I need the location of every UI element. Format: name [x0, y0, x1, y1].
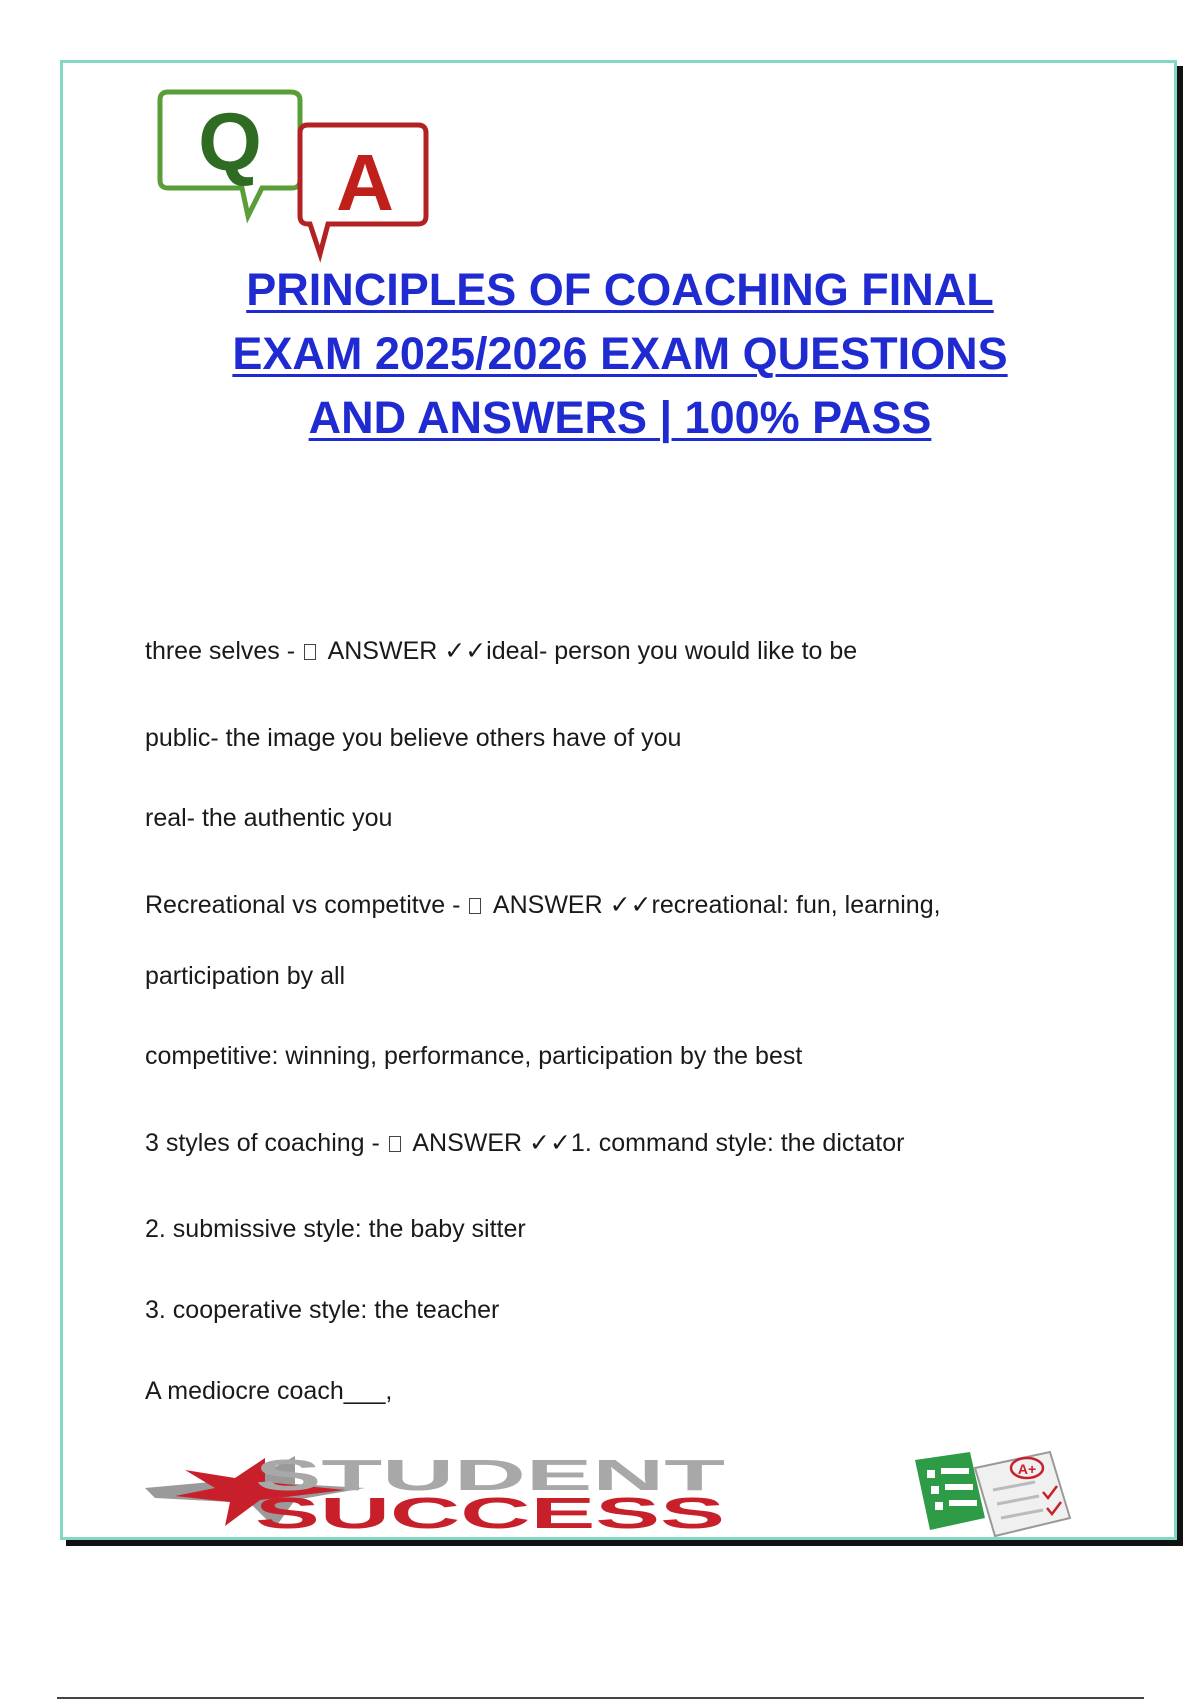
title-line-1: PRINCIPLES OF COACHING FINAL: [246, 264, 994, 315]
qa-line: 3. cooperative style: the teacher: [145, 1296, 500, 1324]
brand-student: STUDENT: [255, 1451, 726, 1500]
spreadsheet-icon: [915, 1452, 985, 1530]
title-line-3: AND ANSWERS | 100% PASS: [308, 392, 932, 443]
qa-line: 2. submissive style: the baby sitter: [145, 1215, 526, 1243]
qa-line: Recreational vs competitve - ANSWER ✓✓recreational: fun, learning,: [145, 891, 941, 919]
qa-line: public- the image you believe others have of you: [145, 724, 682, 752]
answer-marker-icon: [389, 1136, 401, 1152]
q-letter: Q: [198, 97, 262, 188]
answer-marker-icon: [304, 644, 316, 660]
qa-line: A mediocre coach___,: [145, 1377, 393, 1405]
title-line-2: EXAM 2025/2026 EXAM QUESTIONS: [232, 328, 1008, 379]
qa-line: participation by all: [145, 962, 346, 990]
answer-marker-icon: [469, 898, 481, 914]
graded-paper-icon: [975, 1452, 1070, 1536]
grade-badge: A+: [1017, 1461, 1037, 1477]
bottom-divider: [57, 1697, 1144, 1699]
brand-success: SUCCESS: [255, 1489, 725, 1538]
qa-line: 3 styles of coaching - ANSWER ✓✓1. command style: the dictator: [145, 1129, 905, 1157]
document-title: [90, 258, 1150, 450]
a-letter: A: [336, 138, 394, 227]
qa-line: real- the authentic you: [145, 804, 393, 832]
qa-line: competitive: winning, performance, participation by the best: [145, 1042, 803, 1070]
student-success-logo: [145, 1448, 1085, 1538]
qa-logo: [150, 88, 450, 263]
qa-line: three selves - ANSWER ✓✓ideal- person you would like to be: [145, 637, 858, 665]
